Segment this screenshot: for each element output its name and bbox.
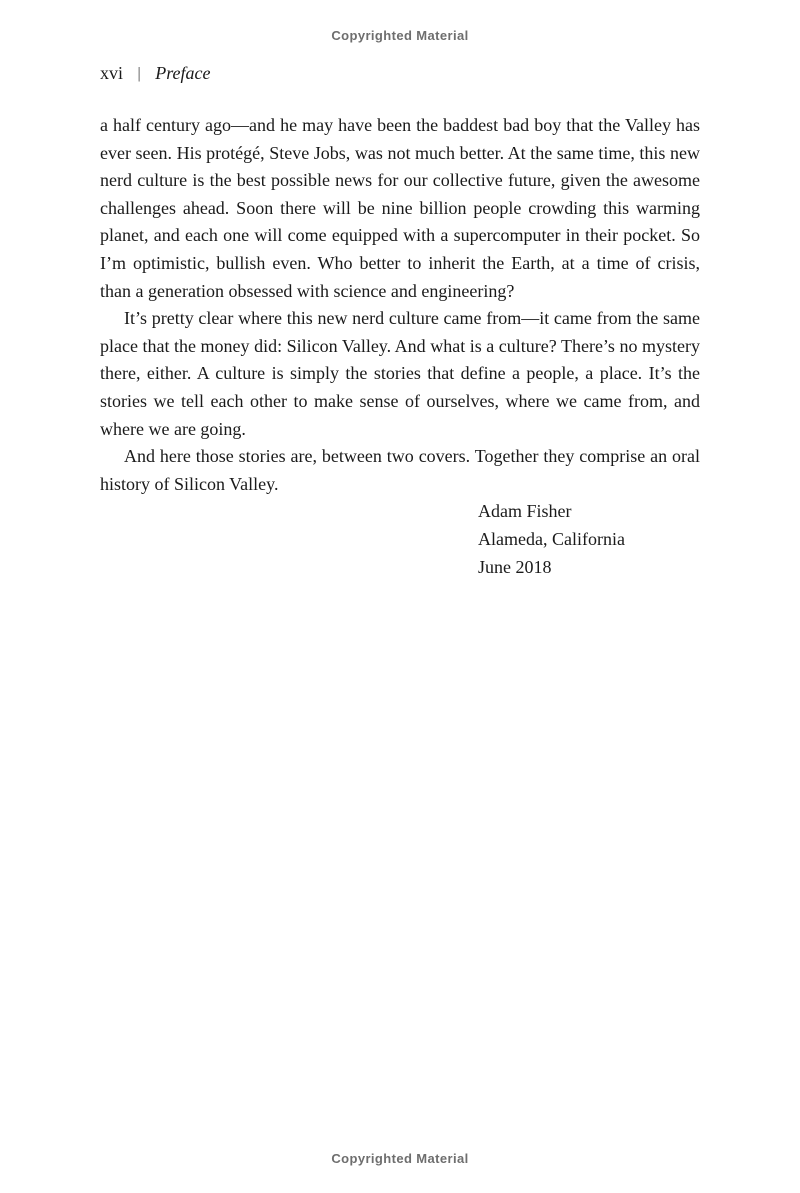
- paragraph: It’s pretty clear where this new nerd culture came from—it came from the same place that the money did: Silicon Valley. And what is a culture? There’s no mystery there, either. A culture is simply the stories that define a people, a place. It’s the stories we tell each other to make sense of ourselves, where we came from, and where we are going.: [100, 308, 700, 439]
- copyright-notice-bottom: Copyrighted Material: [331, 1151, 469, 1166]
- paragraph-continuation: a half century ago—and he may have been the baddest bad boy that the Valley has ever seen. His protégé, Steve Jobs, was not much better. At the same time, this new nerd culture is the best possible news for our collective future, given the awesome challenges ahead. Soon there will be nine billion people crowding this warming planet, and each one will come equipped with a supercomputer in their pocket. So I’m optimistic, bullish even. Who better to inherit the Earth, at a time of crisis, than a generation obsessed with science and engineering?: [100, 115, 700, 301]
- signature-date: June 2018: [478, 556, 552, 577]
- paragraph: And here those stories are, between two covers. Together they comprise an oral history of Silicon Valley.: [100, 446, 700, 494]
- signature-block: [478, 498, 700, 581]
- header-divider: |: [137, 65, 141, 82]
- body-text: [100, 112, 700, 581]
- page-number: xvi: [100, 63, 124, 83]
- author-location: Alameda, California: [478, 528, 625, 549]
- author-name: Adam Fisher: [478, 501, 572, 522]
- running-header: [100, 63, 700, 84]
- section-title: Preface: [155, 63, 211, 83]
- copyright-notice-top: Copyrighted Material: [331, 28, 469, 43]
